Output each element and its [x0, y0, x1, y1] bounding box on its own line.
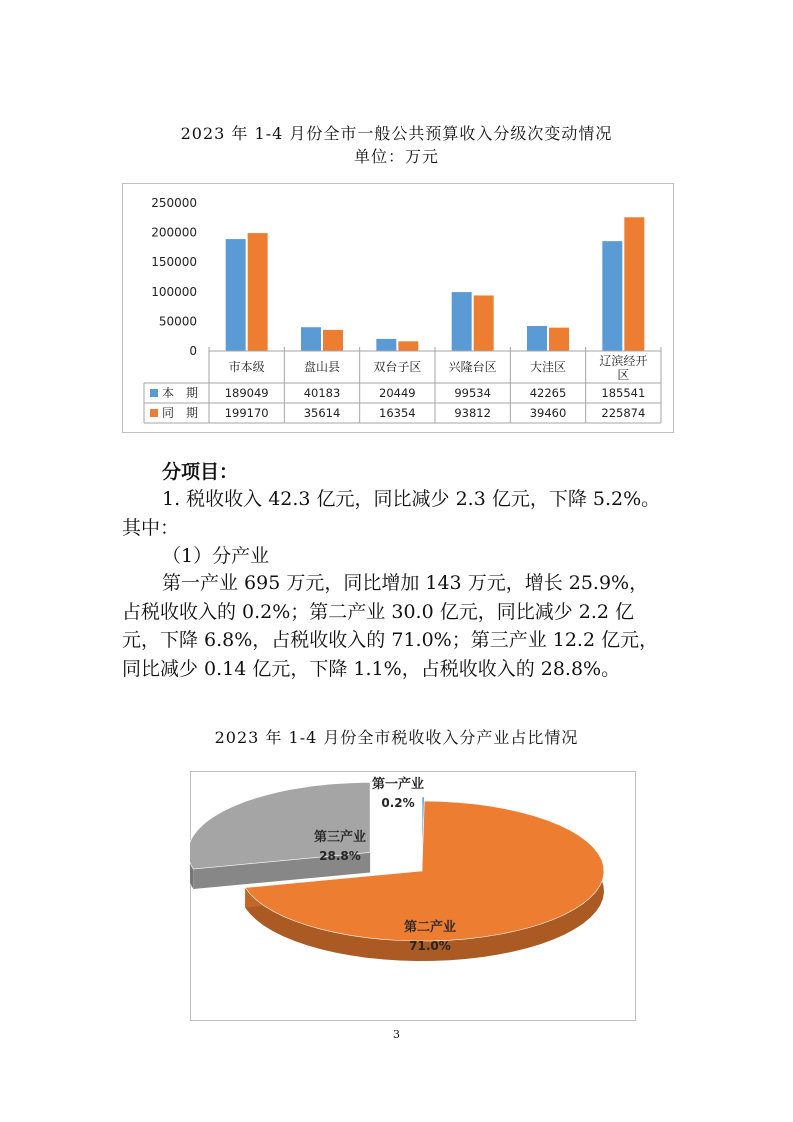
bar-current — [376, 339, 396, 351]
pie-label-value: 28.8% — [319, 849, 361, 863]
category-label: 辽滨经开 — [599, 354, 648, 368]
data-cell: 199170 — [224, 406, 269, 420]
bar-prior — [323, 330, 343, 351]
bar-current — [527, 326, 547, 351]
pie-label-value: 0.2% — [381, 796, 415, 810]
pie-chart — [190, 771, 636, 1021]
bar-current — [602, 241, 622, 351]
data-cell: 93812 — [454, 406, 491, 420]
category-label: 盘山县 — [303, 360, 341, 374]
y-tick-label: 0 — [189, 344, 197, 358]
y-tick-label: 50000 — [158, 314, 197, 329]
category-label: 市本级 — [228, 360, 265, 374]
pie-label-name: 第一产业 — [371, 777, 425, 792]
page-number: 3 — [393, 1028, 400, 1041]
bar-prior — [474, 295, 494, 351]
y-tick-label: 250000 — [151, 196, 197, 210]
bar-prior — [624, 217, 644, 351]
paragraph-among: 其中： — [122, 517, 180, 539]
y-tick-label: 200000 — [151, 225, 197, 240]
data-cell: 16354 — [379, 406, 416, 420]
data-cell: 225874 — [601, 406, 646, 420]
bar-current — [452, 292, 472, 351]
paragraph-line-2: 占税收收入的 0.2%；第二产业 30.0 亿元，同比减少 2.2 亿 — [122, 601, 634, 623]
bar-current — [226, 239, 246, 351]
data-cell: 42265 — [529, 386, 567, 400]
bar-prior — [248, 233, 268, 351]
category-label: 双台子区 — [373, 360, 422, 374]
data-cell: 39460 — [529, 406, 567, 420]
bar-chart-unit: 单位：万元 — [353, 147, 439, 166]
data-cell: 20449 — [379, 386, 416, 400]
bar-current — [301, 327, 321, 351]
pie-chart-title: 2023 年 1-4 月份全市税收收入分产业占比情况 — [214, 728, 579, 747]
category-label: 大洼区 — [529, 360, 567, 374]
legend-swatch — [150, 409, 158, 417]
category-label: 区 — [617, 368, 630, 382]
pie-label-name: 第二产业 — [403, 920, 457, 935]
legend-label: 本 期 — [162, 386, 199, 400]
bar-chart-title: 2023 年 1-4 月份全市一般公共预算收入分级次变动情况 — [180, 124, 613, 143]
bar-chart — [122, 183, 674, 433]
paragraph-line-3: 元，下降 6.8%，占税收收入的 71.0%；第三产业 12.2 亿元， — [122, 629, 659, 651]
bar-prior — [549, 328, 569, 351]
y-tick-label: 100000 — [151, 284, 197, 299]
paragraph-tax-revenue: 1. 税收收入 42.3 亿元，同比减少 2.3 亿元，下降 5.2%。 — [162, 488, 661, 510]
paragraph-by-industry: （1）分产业 — [162, 545, 270, 567]
pie-label-name: 第三产业 — [313, 830, 367, 845]
data-cell: 35614 — [303, 406, 341, 420]
category-label: 兴隆台区 — [448, 360, 497, 374]
bar-prior — [398, 341, 418, 351]
pie-label-value: 71.0% — [409, 939, 451, 953]
legend-swatch — [150, 389, 158, 397]
section-heading: 分项目： — [162, 461, 239, 483]
data-cell: 99534 — [454, 386, 491, 400]
data-cell: 189049 — [224, 386, 269, 400]
data-cell: 185541 — [601, 386, 646, 400]
paragraph-line-1: 第一产业 695 万元，同比增加 143 万元，增长 25.9%， — [162, 572, 649, 594]
data-cell: 40183 — [303, 386, 341, 400]
legend-label: 同 期 — [162, 406, 199, 420]
y-tick-label: 150000 — [151, 255, 197, 270]
paragraph-line-4: 同比减少 0.14 亿元，下降 1.1%，占税收收入的 28.8%。 — [122, 658, 621, 680]
